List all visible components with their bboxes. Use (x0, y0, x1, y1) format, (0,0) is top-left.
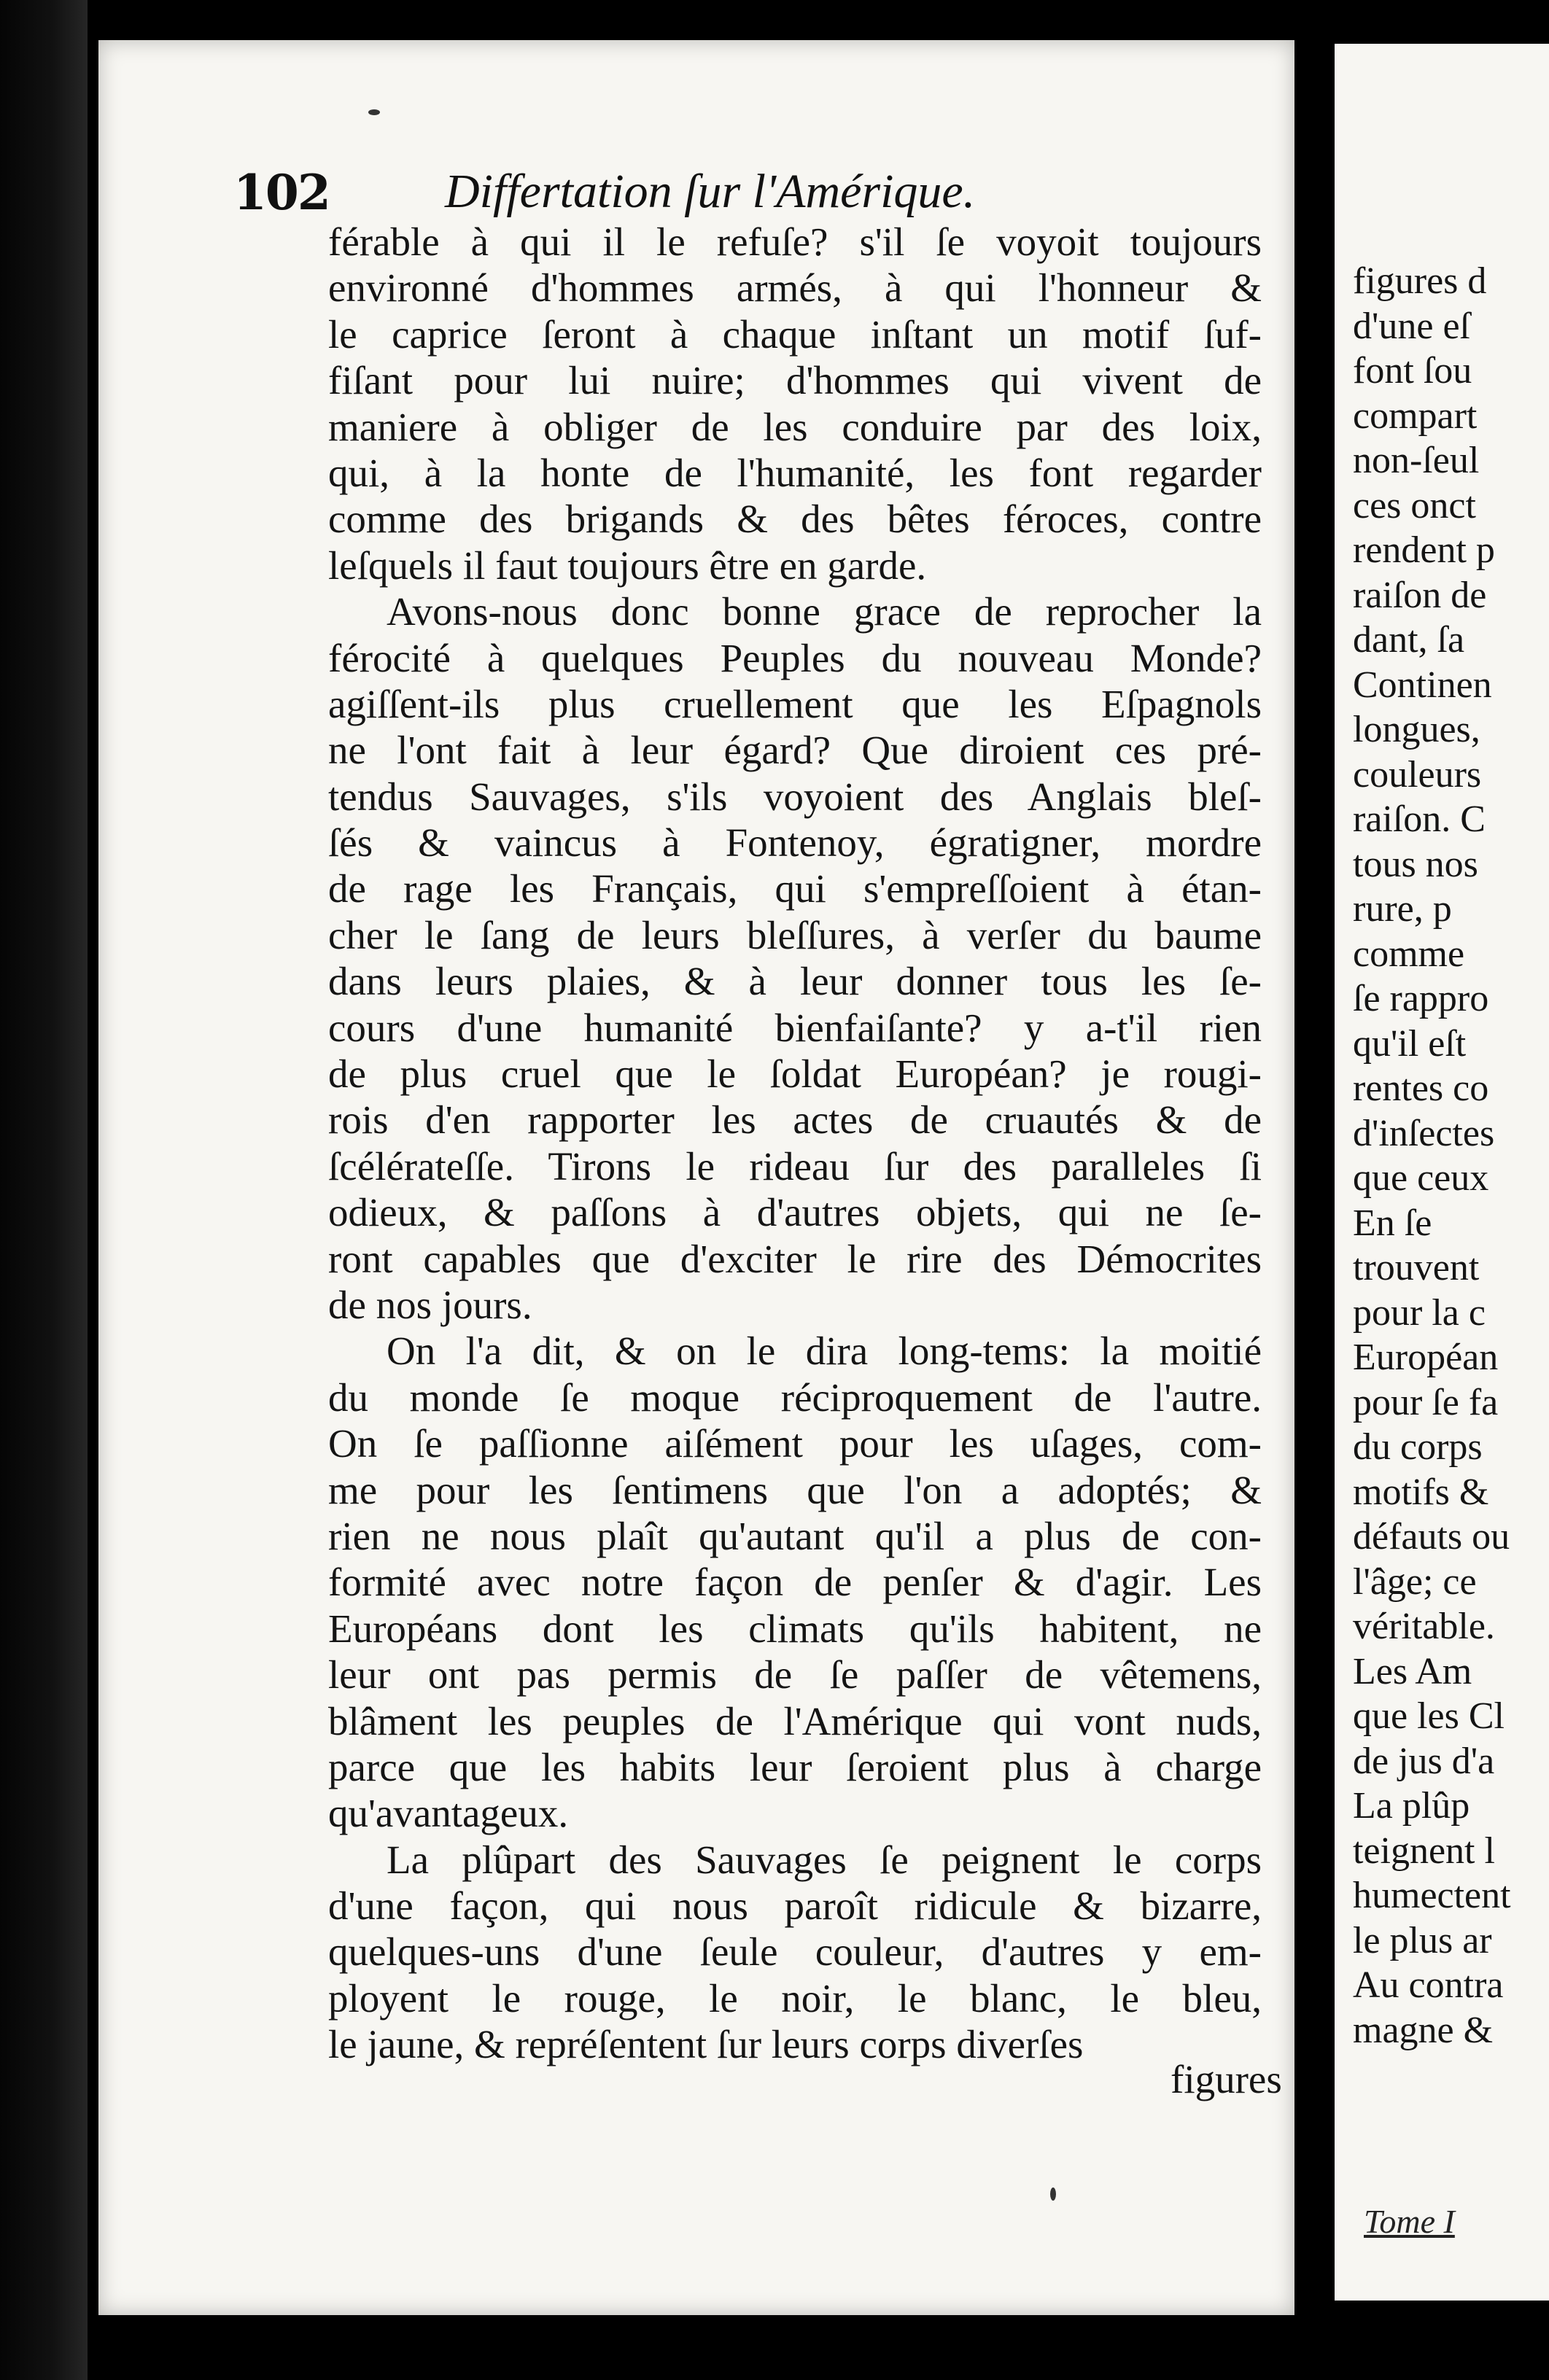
right-text-line: magne & (1353, 2009, 1494, 2051)
text-line: rois d'en rapporter les actes de cruautés & de (328, 1097, 1262, 1143)
text-line: ne l'ont fait à leur égard? Que diroient ces pré- (328, 728, 1262, 773)
right-text-line: motifs & (1353, 1471, 1489, 1513)
text-line: rien ne nous plaît qu'autant qu'il a plus de con- (328, 1513, 1262, 1558)
text-line: La plûpart des Sauvages ſe peignent le corps (387, 1837, 1262, 1882)
text-line: odieux, & paſſons à d'autres objets, qui ne ſe- (328, 1190, 1262, 1235)
right-text-line: teignent l (1353, 1829, 1495, 1872)
text-line: On ſe paſſionne aiſément pour les uſages, com- (328, 1421, 1262, 1466)
right-text-line: Au contra (1353, 1964, 1504, 2006)
right-text-line: d'inſectes (1353, 1112, 1495, 1154)
text-line: environné d'hommes armés, à qui l'honneur & (328, 265, 1262, 311)
text-line: de rage les Français, qui s'empreſſoient à étan- (328, 866, 1262, 911)
text-line: me pour les ſentimens que l'on a adoptés; & (328, 1467, 1262, 1512)
text-line: cher le ſang de leurs bleſſures, à verſer du baume (328, 912, 1262, 957)
text-line: cours d'une humanité bienfaiſante? y a-t'il rien (328, 1005, 1262, 1050)
text-line: tendus Sauvages, s'ils voyoient des Anglais bleſ- (328, 774, 1262, 819)
text-line: maniere à obliger de les conduire par des loix, (328, 404, 1262, 449)
right-text-line: trouvent (1353, 1247, 1480, 1288)
right-text-line: que les Cl (1353, 1695, 1505, 1737)
text-line: leſquels il faut toujours être en garde. (328, 542, 927, 588)
catchword: figures (1171, 2057, 1282, 2101)
right-text-line: de jus d'a (1353, 1740, 1495, 1782)
right-text-line: dant, ſa (1353, 619, 1465, 661)
right-page-text (1353, 259, 1549, 2053)
scan-speck (368, 109, 380, 115)
right-text-line: raiſon de (1353, 574, 1487, 616)
text-line: quelques-uns d'une ſeule couleur, d'autres y em- (328, 1929, 1262, 1975)
text-line: qui, à la honte de l'humanité, les font regarder (328, 450, 1262, 495)
text-line: fiſant pour lui nuire; d'hommes qui vivent de (328, 358, 1262, 403)
text-line: qu'avantageux. (328, 1791, 569, 1836)
right-text-line: défauts ou (1353, 1516, 1510, 1558)
scan-border-left (0, 0, 88, 2380)
text-line: blâment les peuples de l'Amérique qui vont nuds, (328, 1698, 1262, 1743)
text-line: leur ont pas permis de ſe paſſer de vêtemens, (328, 1652, 1262, 1698)
right-text-line: La plûp (1353, 1785, 1470, 1827)
right-text-line: comme (1353, 933, 1465, 975)
text-line: de nos jours. (328, 1282, 532, 1327)
text-line: ſés & vaincus à Fontenoy, égratigner, mordre (328, 820, 1262, 866)
right-text-line: Continen (1353, 664, 1492, 706)
text-line: agiſſent-ils plus cruellement que les Eſpagnols (328, 681, 1262, 726)
text-line: ployent le rouge, le noir, le blanc, le bleu, (328, 1975, 1262, 2021)
right-text-line: Les Am (1353, 1650, 1472, 1692)
right-text-line: Européan (1353, 1337, 1499, 1378)
right-text-line: d'une eſ (1353, 305, 1470, 347)
text-line: Européans dont les climats qu'ils habitent, ne (328, 1606, 1262, 1651)
text-line: parce que les habits leur ſeroient plus à charge (328, 1744, 1262, 1789)
right-text-line: longues, (1353, 709, 1480, 750)
text-line: dans leurs plaies, & à leur donner tous les ſe- (328, 959, 1262, 1004)
right-text-line: ces onct (1353, 484, 1476, 526)
right-text-line: l'âge; ce (1353, 1560, 1477, 1603)
right-text-line: font ſou (1353, 350, 1472, 392)
right-text-line: véritable. (1353, 1606, 1495, 1647)
right-text-line: ſe rappro (1353, 978, 1489, 1019)
right-text-line: rure, p (1353, 888, 1452, 930)
left-page-text (328, 219, 1262, 2068)
text-line: ront capables que d'exciter le rire des Démocrites (328, 1236, 1262, 1281)
text-line: Avons-nous donc bonne grace de reprocher la (387, 589, 1262, 634)
right-text-line: compart (1353, 394, 1478, 437)
right-text-line: qu'il eſt (1353, 1022, 1467, 1065)
text-line: le caprice ſeront à chaque inſtant un motif ſuf- (328, 311, 1262, 357)
right-page-footer-signature: Tome I (1364, 2203, 1455, 2240)
right-text-line: raiſon. C (1353, 798, 1486, 840)
running-title: Differtation ſur l'Amérique. (445, 165, 976, 218)
right-text-line: le plus ar (1353, 1919, 1492, 1961)
text-line: d'une façon, qui nous paroît ridicule & bizarre, (328, 1883, 1262, 1929)
right-text-line: tous nos (1353, 843, 1478, 885)
text-line: férable à qui il le refuſe? s'il ſe voyoit toujours (328, 219, 1262, 264)
book-gutter (1294, 0, 1335, 2380)
right-text-line: pour ſe fa (1353, 1381, 1499, 1423)
text-line: le jaune, & repréſentent ſur leurs corps diverſes (328, 2022, 1084, 2067)
text-line: férocité à quelques Peuples du nouveau Monde? (328, 635, 1262, 680)
text-line: comme des brigands & des bêtes féroces, contre (328, 497, 1262, 542)
right-text-line: rendent p (1353, 529, 1495, 571)
text-line: formité avec notre façon de penſer & d'agir. Les (328, 1560, 1262, 1605)
scan-speck (1050, 2188, 1056, 2201)
right-text-line: figures d (1353, 260, 1487, 302)
text-line: de plus cruel que le ſoldat Européan? je rougi- (328, 1051, 1262, 1097)
text-line: On l'a dit, & on le dira long-tems: la moitié (387, 1329, 1262, 1374)
right-text-line: pour la c (1353, 1291, 1486, 1334)
text-line: ſcélérateſſe. Tirons le rideau ſur des paralleles ſi (328, 1143, 1262, 1189)
page-number: 102 (233, 164, 330, 221)
text-line: du monde ſe moque réciproquement de l'autre. (328, 1374, 1262, 1420)
right-text-line: non-ſeul (1353, 440, 1480, 481)
right-text-line: que ceux (1353, 1157, 1489, 1199)
right-text-line: du corps (1353, 1426, 1483, 1468)
right-text-line: En ſe (1353, 1202, 1432, 1244)
right-text-line: humectent (1353, 1875, 1511, 1916)
right-text-line: couleurs (1353, 753, 1482, 796)
right-text-line: rentes co (1353, 1068, 1489, 1109)
